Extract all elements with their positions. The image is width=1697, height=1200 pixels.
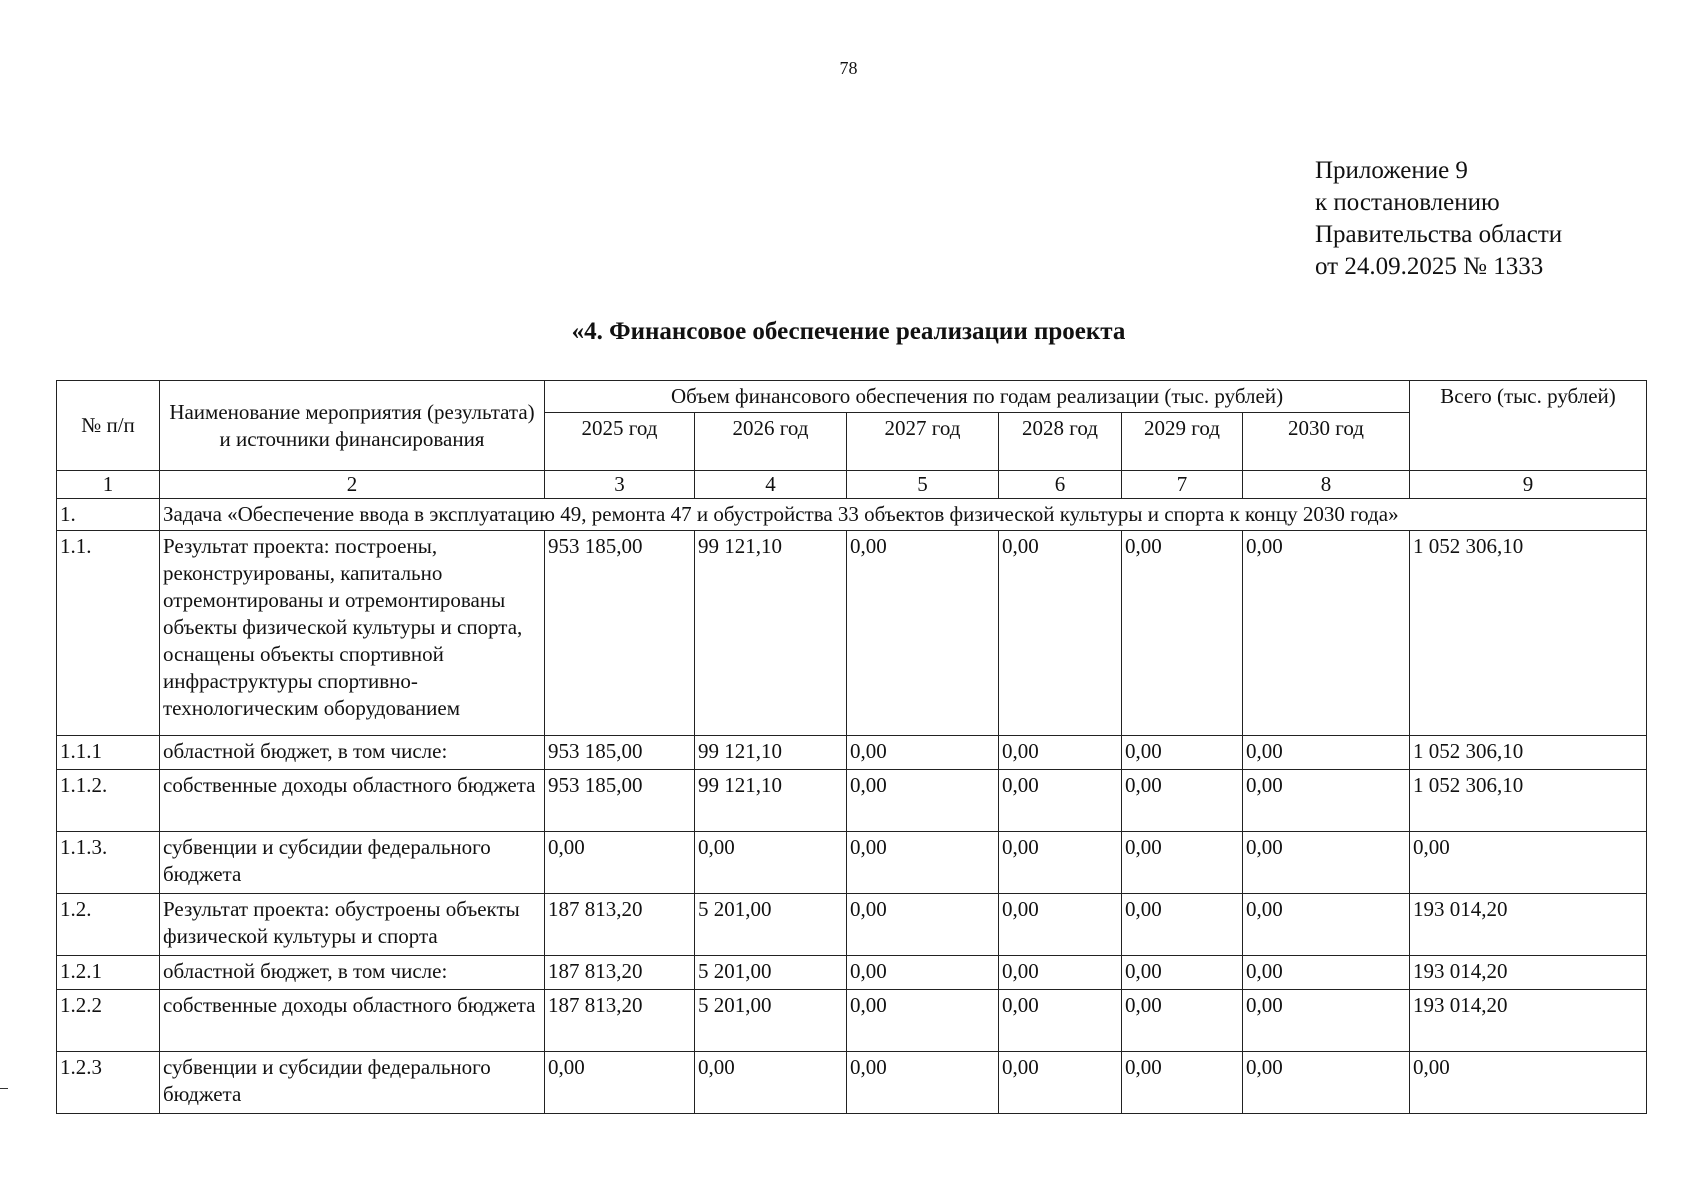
row-value: 0,00 — [999, 832, 1122, 894]
row-total: 1 052 306,10 — [1410, 736, 1647, 770]
table-row — [57, 531, 1647, 736]
header-year-2025: 2025 год — [545, 413, 695, 471]
row-value: 0,00 — [1243, 531, 1410, 736]
row-value: 0,00 — [847, 956, 999, 990]
row-value: 0,00 — [1122, 736, 1243, 770]
column-number: 3 — [545, 471, 695, 499]
header-num: № п/п — [57, 381, 160, 471]
row-value: 953 185,00 — [545, 736, 695, 770]
row-value: 0,00 — [545, 1052, 695, 1114]
row-num: 1.2.3 — [57, 1052, 160, 1114]
table-row — [57, 956, 1647, 990]
row-total: 0,00 — [1410, 832, 1647, 894]
column-number: 7 — [1122, 471, 1243, 499]
row-name: субвенции и субсидии федерального бюджета — [160, 1052, 545, 1114]
row-value: 99 121,10 — [695, 770, 847, 832]
header-year-2027: 2027 год — [847, 413, 999, 471]
row-name: областной бюджет, в том числе: — [160, 736, 545, 770]
row-value: 0,00 — [1243, 956, 1410, 990]
row-value: 0,00 — [847, 770, 999, 832]
header-name: Наименование мероприятия (результата) и источники финансирования — [160, 381, 545, 471]
row-value: 5 201,00 — [695, 956, 847, 990]
column-number: 8 — [1243, 471, 1410, 499]
page-number: 78 — [839, 58, 858, 78]
row-total: 193 014,20 — [1410, 956, 1647, 990]
appendix-line-3: Правительства области — [1315, 221, 1563, 248]
table-row — [57, 832, 1647, 894]
row-value: 99 121,10 — [695, 531, 847, 736]
task-num: 1. — [57, 499, 160, 531]
row-value: 0,00 — [1122, 1052, 1243, 1114]
appendix-line-1: Приложение 9 — [1315, 157, 1468, 184]
row-value: 0,00 — [999, 1052, 1122, 1114]
row-value: 0,00 — [695, 1052, 847, 1114]
row-value: 0,00 — [1243, 1052, 1410, 1114]
row-total: 0,00 — [1410, 1052, 1647, 1114]
row-value: 187 813,20 — [545, 990, 695, 1052]
task-row — [57, 499, 1647, 531]
financing-table — [56, 380, 1647, 1114]
row-total: 1 052 306,10 — [1410, 770, 1647, 832]
column-number: 4 — [695, 471, 847, 499]
page-title: «4. Финансовое обеспечение реализации проекта — [571, 318, 1126, 345]
row-value: 99 121,10 — [695, 736, 847, 770]
row-num: 1.1.3. — [57, 832, 160, 894]
table-row — [57, 894, 1647, 956]
header-year-2030: 2030 год — [1243, 413, 1410, 471]
row-num: 1.1.1 — [57, 736, 160, 770]
row-value: 953 185,00 — [545, 770, 695, 832]
row-value: 0,00 — [999, 956, 1122, 990]
row-name: собственные доходы областного бюджета — [160, 990, 545, 1052]
appendix-block — [1315, 155, 1562, 283]
row-value: 0,00 — [1243, 894, 1410, 956]
header-volume: Объем финансового обеспечения по годам реализации (тыс. рублей) — [545, 381, 1410, 413]
row-num: 1.1. — [57, 531, 160, 736]
row-value: 187 813,20 — [545, 956, 695, 990]
margin-mark — [0, 1088, 8, 1089]
row-name: субвенции и субсидии федерального бюджета — [160, 832, 545, 894]
row-value: 0,00 — [1122, 990, 1243, 1052]
row-value: 0,00 — [695, 832, 847, 894]
row-value: 0,00 — [999, 736, 1122, 770]
column-number-row — [57, 471, 1647, 499]
column-number: 5 — [847, 471, 999, 499]
row-value: 0,00 — [1243, 736, 1410, 770]
row-num: 1.1.2. — [57, 770, 160, 832]
row-value: 0,00 — [1122, 832, 1243, 894]
header-year-2026: 2026 год — [695, 413, 847, 471]
row-value: 953 185,00 — [545, 531, 695, 736]
row-value: 0,00 — [847, 1052, 999, 1114]
row-value: 187 813,20 — [545, 894, 695, 956]
row-name: Результат проекта: построены, реконструированы, капитально отремонтированы и отремонтированы объекты физической культуры и спорта, оснащены объекты спортивной инфраструктуры спортивно-технологическим оборудованием — [160, 531, 545, 736]
row-name: Результат проекта: обустроены объекты физической культуры и спорта — [160, 894, 545, 956]
header-year-2028: 2028 год — [999, 413, 1122, 471]
table-row — [57, 1052, 1647, 1114]
column-number: 2 — [160, 471, 545, 499]
header-year-2029: 2029 год — [1122, 413, 1243, 471]
task-text: Задача «Обеспечение ввода в эксплуатацию 49, ремонта 47 и обустройства 33 объектов физической культуры и спорта к концу 2030 года» — [160, 499, 1647, 531]
row-num: 1.2. — [57, 894, 160, 956]
row-value: 0,00 — [545, 832, 695, 894]
row-value: 0,00 — [999, 990, 1122, 1052]
column-number: 6 — [999, 471, 1122, 499]
row-value: 0,00 — [999, 770, 1122, 832]
table-row — [57, 990, 1647, 1052]
table-row — [57, 770, 1647, 832]
appendix-line-2: к постановлению — [1315, 189, 1500, 216]
row-num: 1.2.2 — [57, 990, 160, 1052]
column-number: 9 — [1410, 471, 1647, 499]
row-value: 0,00 — [847, 832, 999, 894]
row-value: 0,00 — [847, 990, 999, 1052]
row-total: 193 014,20 — [1410, 894, 1647, 956]
header-row-1 — [57, 381, 1647, 413]
row-num: 1.2.1 — [57, 956, 160, 990]
row-value: 5 201,00 — [695, 894, 847, 956]
row-value: 5 201,00 — [695, 990, 847, 1052]
row-value: 0,00 — [1243, 832, 1410, 894]
row-value: 0,00 — [1122, 770, 1243, 832]
row-value: 0,00 — [1243, 770, 1410, 832]
row-value: 0,00 — [1122, 894, 1243, 956]
row-name: областной бюджет, в том числе: — [160, 956, 545, 990]
row-value: 0,00 — [999, 894, 1122, 956]
row-value: 0,00 — [847, 531, 999, 736]
row-total: 1 052 306,10 — [1410, 531, 1647, 736]
row-value: 0,00 — [999, 531, 1122, 736]
row-value: 0,00 — [1122, 956, 1243, 990]
row-value: 0,00 — [1243, 990, 1410, 1052]
column-number: 1 — [57, 471, 160, 499]
row-value: 0,00 — [847, 894, 999, 956]
header-total: Всего (тыс. рублей) — [1410, 381, 1647, 471]
appendix-line-4: от 24.09.2025 № 1333 — [1315, 253, 1544, 280]
row-total: 193 014,20 — [1410, 990, 1647, 1052]
row-name: собственные доходы областного бюджета — [160, 770, 545, 832]
table-row — [57, 736, 1647, 770]
row-value: 0,00 — [1122, 531, 1243, 736]
row-value: 0,00 — [847, 736, 999, 770]
